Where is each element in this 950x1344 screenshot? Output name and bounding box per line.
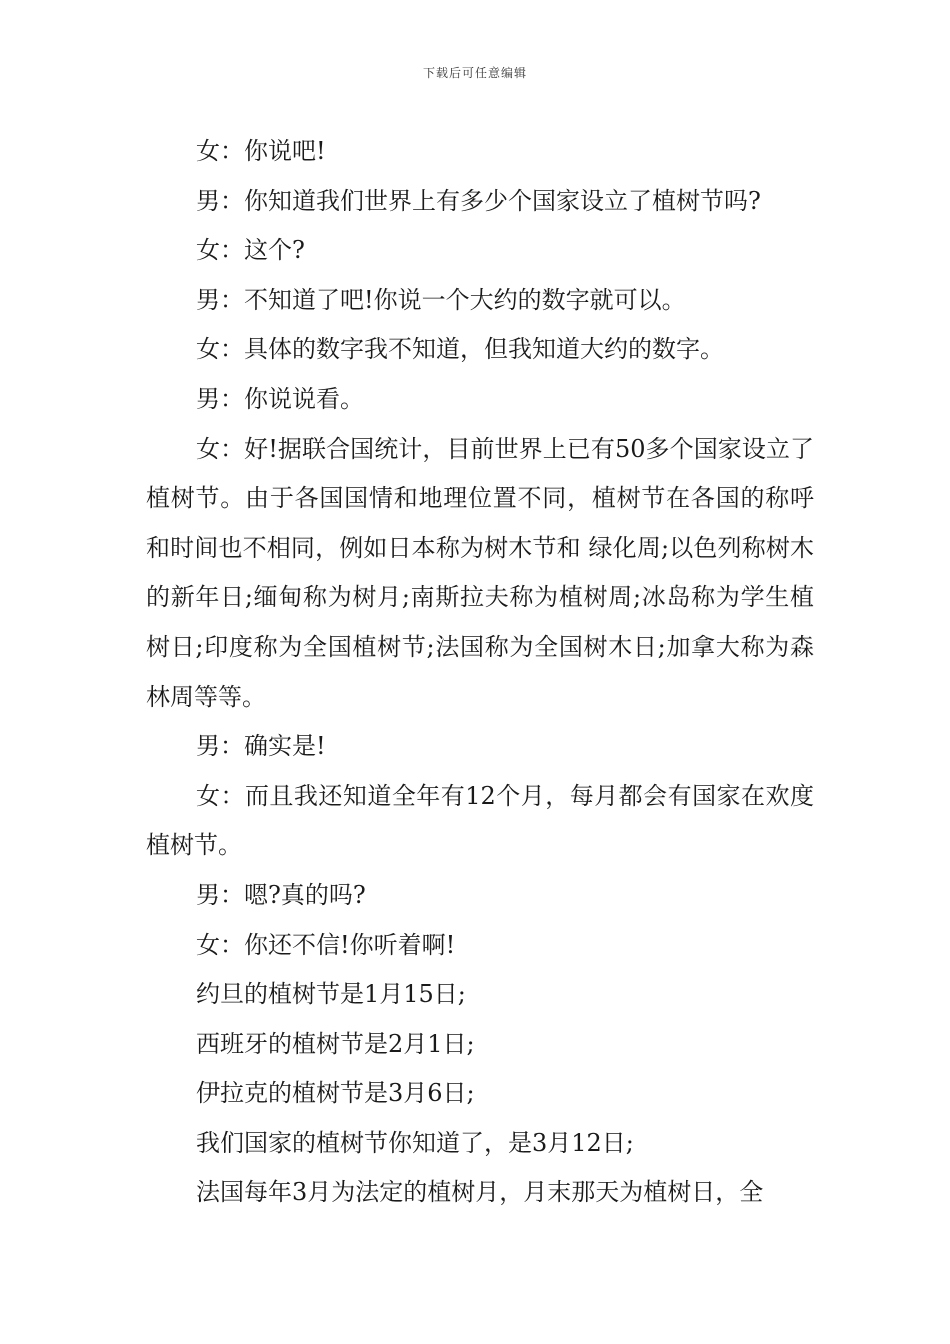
paragraph: 男：不知道了吧!你说一个大约的数字就可以。 (196, 285, 686, 314)
paragraph: 女：好!据联合国统计，目前世界上已有50多个国家设立了植树节。由于各国国情和地理位置不同，植树节在各国的称呼和时间也不相同，例如日本称为树木节和 绿化周;以色列称树木的新年日;缅甸称为树月;南斯拉夫称为植树周;冰岛称为学生植树日;印度称为全国植树节;法国称为全国树木日;加拿大称为森林周等等。 (146, 434, 814, 711)
paragraph: 约旦的植树节是1月15日; (196, 980, 466, 1009)
page-header: 下载后可任意编辑 (422, 66, 527, 80)
paragraph: 女：具体的数字我不知道，但我知道大约的数字。 (196, 335, 724, 364)
paragraph: 我们国家的植树节你知道了，是3月12日; (196, 1128, 634, 1157)
paragraph: 法国每年3月为法定的植树月，月末那天为植树日，全 (196, 1178, 764, 1207)
paragraph: 男：确实是! (196, 732, 326, 761)
paragraph: 女：你还不信!你听着啊! (196, 930, 456, 959)
paragraph: 伊拉克的植树节是3月6日; (196, 1079, 475, 1108)
paragraph: 男：你说说看。 (196, 384, 364, 413)
paragraph: 女：这个? (196, 236, 305, 265)
paragraph: 男：你知道我们世界上有多少个国家设立了植树节吗? (196, 186, 761, 215)
paragraph: 女：而且我还知道全年有12个月，每月都会有国家在欢度植树节。 (146, 781, 814, 860)
paragraph: 西班牙的植树节是2月1日; (196, 1029, 475, 1058)
paragraph: 女：你说吧! (196, 137, 326, 165)
paragraph: 男：嗯?真的吗? (196, 880, 366, 909)
document-body (146, 127, 814, 1218)
